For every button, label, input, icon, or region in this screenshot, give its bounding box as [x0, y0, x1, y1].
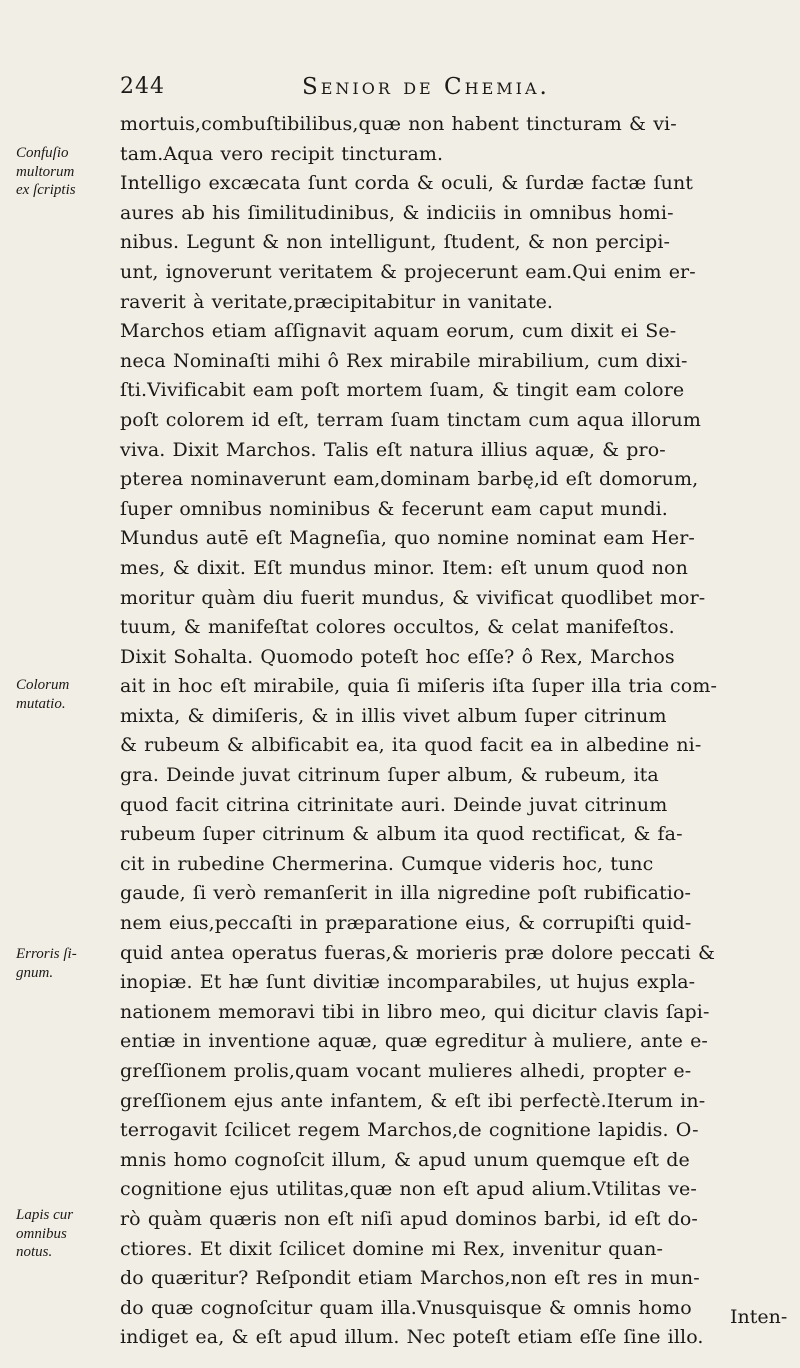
margin-note-line: Erroris ſi- [16, 946, 77, 962]
text-line: mixta, & dimiſeris, & in illis vivet album ſuper citrinum [120, 704, 667, 727]
text-line: cognitione ejus utilitas,quæ non eſt apud alium.Vtilitas ve- [120, 1178, 697, 1201]
text-line: pterea nominaverunt eam,dominam barbę,id eſt domorum, [120, 468, 699, 491]
margin-note-line: notus. [16, 1244, 53, 1260]
margin-note-line: omnibus [16, 1225, 67, 1242]
margin-note-line: Confuſio [16, 145, 69, 161]
text-line: indiget ea, & eſt apud illum. Nec poteſt etiam eſſe ſine illo. [120, 1326, 704, 1349]
text-line: Mundus autē eſt Magneſia, quo nomine nominat eam Her- [120, 527, 695, 550]
catchword: Inten- [730, 1306, 788, 1328]
text-line: aures ab his ſimilitudinibus, & indiciis in omnibus homi- [120, 201, 674, 224]
text-line: greſſionem ejus ante infantem, & eſt ibi perfectè.Iterum in- [120, 1089, 706, 1112]
text-line: moritur quàm diu fuerit mundus, & vivificat quodlibet mor- [120, 586, 706, 609]
margin-note-line: gnum. [16, 964, 54, 981]
text-line: cit in rubedine Chermerina. Cumque videris hoc, tunc [120, 852, 654, 875]
text-line: gaude, ſi verò remanſerit in illa nigredine poſt rubificatio- [120, 882, 692, 905]
text-line: greſſionem prolis,quam vocant mulieres alhedi, propter e- [120, 1060, 692, 1082]
margin-note-line: mutatio. [16, 695, 66, 712]
text-line: nibus. Legunt & non intelligunt, ſtudent, & non percipi- [120, 231, 671, 254]
text-line: nationem memoravi tibi in libro meo, qui dicitur clavis ſapi- [120, 1000, 710, 1023]
margin-note-stone [16, 1206, 108, 1262]
text-line: mortuis,combuſtibilibus,quæ non habent tincturam & vi- [120, 113, 677, 135]
margin-note-confusion [16, 144, 108, 200]
text-line: do quæritur? Reſpondit etiam Marchos,non eſt res in mun- [120, 1267, 700, 1290]
text-line: poſt colorem id eſt, terram ſuam tinctam cum aqua illorum [120, 408, 701, 431]
text-line: mnis homo cognoſcit illum, & apud unum quemque eſt de [120, 1148, 690, 1171]
text-line: Dixit Sohalta. Quomodo poteſt hoc eſſe? ô Rex, Marchos [120, 645, 675, 668]
page-number: 244 [120, 74, 165, 99]
text-line: do quæ cognoſcitur quam illa.Vnusquisque & omnis homo [120, 1296, 692, 1319]
body-text [120, 110, 770, 1353]
margin-note-line: Colorum [16, 677, 70, 693]
text-line: gra. Deinde juvat citrinum ſuper album, & rubeum, ita [120, 764, 659, 787]
page-header [120, 74, 760, 110]
margin-note-error [16, 945, 108, 982]
text-line: Intelligo excæcata ſunt corda & oculi, & ſurdæ factæ ſunt [120, 172, 694, 195]
text-line: quod facit citrina citrinitate auri. Deinde juvat citrinum [120, 793, 668, 816]
margin-note-line: multorum [16, 163, 75, 180]
text-line: unt, ignoverunt veritatem & projecerunt eam.Qui enim er- [120, 260, 696, 283]
text-line: inopiæ. Et hæ ſunt divitiæ incomparabiles, ut hujus expla- [120, 971, 696, 994]
text-line: quid antea operatus fueras,& morieris præ dolore peccati & [120, 941, 715, 964]
margin-note-line: Lapis cur [16, 1207, 74, 1223]
text-line: ctiores. Et dixit ſcilicet domine mi Rex, invenitur quan- [120, 1237, 664, 1260]
text-line: Marchos etiam aſſignavit aquam eorum, cum dixit ei Se- [120, 320, 677, 343]
text-line: terrogavit ſcilicet regem Marchos,de cognitione lapidis. O- [120, 1119, 699, 1142]
text-line: nem eius,peccaſti in præparatione eius, & corrupiſti quid- [120, 912, 692, 935]
text-line: mes, & dixit. Eſt mundus minor. Item: eſt unum quod non [120, 556, 688, 579]
text-line: tuum, & manifeſtat colores occultos, & celat manifeſtos. [120, 616, 675, 639]
margin-note-colors [16, 676, 108, 713]
text-line: rubeum ſuper citrinum & album ita quod rectificat, & fa- [120, 823, 683, 846]
text-line: tam.Aqua vero recipit tincturam. [120, 142, 444, 165]
text-line: & rubeum & albificabit ea, ita quod facit ea in albedine ni- [120, 734, 702, 757]
text-line: neca Nominaſti mihi ô Rex mirabile mirabilium, cum dixi- [120, 349, 688, 372]
text-line: entiæ in inventione aquæ, quæ egreditur à muliere, ante e- [120, 1030, 708, 1053]
text-line: rò quàm quæris non eſt niſi apud dominos barbi, id eſt do- [120, 1207, 698, 1230]
text-line: raverit à veritate,præcipitabitur in vanitate. [120, 290, 554, 313]
text-line: viva. Dixit Marchos. Talis eſt natura illius aquæ, & pro- [120, 438, 666, 461]
margin-note-line: ex ſcriptis [16, 182, 76, 198]
text-line: ſti.Vivificabit eam poſt mortem ſuam, & tingit eam colore [120, 379, 685, 402]
running-title: Senior de Chemia. [302, 74, 550, 100]
text-line: ait in hoc eſt mirabile, quia ſi miſeris iſta ſuper illa tria com- [120, 675, 717, 698]
text-line: ſuper omnibus nominibus & fecerunt eam caput mundi. [120, 497, 668, 520]
